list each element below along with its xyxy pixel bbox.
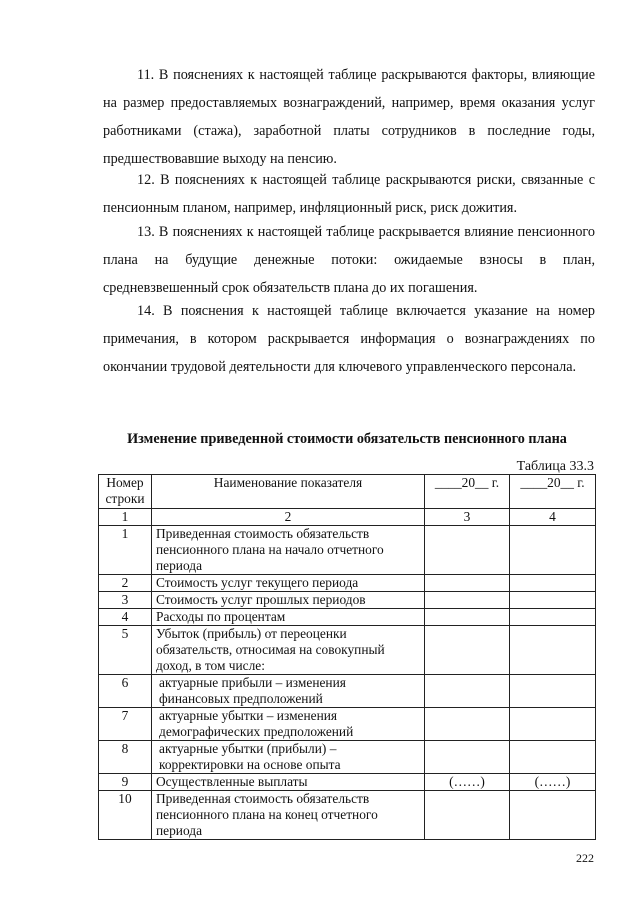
row-value-1: (……)	[425, 774, 510, 791]
row-name: актуарные убытки (прибыли) – корректировки на основе опыта	[152, 741, 425, 774]
header-year-2: ____20__ г.	[510, 475, 596, 509]
row-name: Приведенная стоимость обязательств пенсионного плана на конец отчетного периода	[152, 791, 425, 840]
table-row	[99, 774, 596, 791]
row-value-2	[510, 741, 596, 774]
table-row	[99, 791, 596, 840]
row-value-1	[425, 609, 510, 626]
column-number-row	[99, 509, 596, 526]
table-row	[99, 741, 596, 774]
row-name: Расходы по процентам	[152, 609, 425, 626]
table-row	[99, 626, 596, 675]
row-name: актуарные прибыли – изменения финансовых предположений	[152, 675, 425, 708]
row-number: 4	[99, 609, 152, 626]
row-value-2	[510, 526, 596, 575]
table-title: Изменение приведенной стоимости обязательств пенсионного плана	[127, 431, 567, 447]
paragraph-11: 11. В пояснениях к настоящей таблице раскрываются факторы, влияющие на размер предоставляемых вознаграждений, например, время оказания услуг работниками (стажа), заработной платы сотрудников в последние годы, предшествовавшие выходу на пенсию.	[103, 67, 595, 167]
row-value-2	[510, 791, 596, 840]
row-value-2: (……)	[510, 774, 596, 791]
table-header-row	[99, 475, 596, 509]
row-value-1	[425, 741, 510, 774]
row-name: Стоимость услуг текущего периода	[152, 575, 425, 592]
row-name: Приведенная стоимость обязательств пенсионного плана на начало отчетного периода	[152, 526, 425, 575]
header-row-number: Номер строки	[99, 475, 152, 509]
table-row	[99, 609, 596, 626]
row-name: Убыток (прибыль) от переоценки обязательств, относимая на совокупный доход, в том числе:	[152, 626, 425, 675]
row-name: Стоимость услуг прошлых периодов	[152, 592, 425, 609]
row-value-2	[510, 708, 596, 741]
row-number: 1	[99, 526, 152, 575]
paragraph-12: 12. В пояснениях к настоящей таблице раскрываются риски, связанные с пенсионным планом, например, инфляционный риск, риск дожития.	[103, 172, 595, 216]
col-number: 4	[510, 509, 596, 526]
pension-obligations-table	[98, 474, 596, 840]
row-value-2	[510, 626, 596, 675]
table-row	[99, 708, 596, 741]
row-number: 8	[99, 741, 152, 774]
row-number: 10	[99, 791, 152, 840]
page-number: 222	[576, 851, 594, 865]
row-name: Осуществленные выплаты	[152, 774, 425, 791]
row-value-1	[425, 708, 510, 741]
row-value-1	[425, 526, 510, 575]
table-row	[99, 592, 596, 609]
header-year-1: ____20__ г.	[425, 475, 510, 509]
row-value-1	[425, 675, 510, 708]
row-value-2	[510, 675, 596, 708]
row-value-2	[510, 575, 596, 592]
row-value-1	[425, 575, 510, 592]
row-number: 9	[99, 774, 152, 791]
col-number: 2	[152, 509, 425, 526]
row-number: 5	[99, 626, 152, 675]
row-value-1	[425, 626, 510, 675]
paragraph-14: 14. В пояснения к настоящей таблице включается указание на номер примечания, в котором раскрывается информация о вознаграждениях по окончании трудовой деятельности для ключевого управленческого персонала.	[103, 303, 595, 375]
row-value-2	[510, 592, 596, 609]
row-name: актуарные убытки – изменения демографических предположений	[152, 708, 425, 741]
table-row	[99, 675, 596, 708]
row-value-1	[425, 592, 510, 609]
header-indicator-name: Наименование показателя	[152, 475, 425, 509]
row-number: 6	[99, 675, 152, 708]
table-row	[99, 526, 596, 575]
col-number: 3	[425, 509, 510, 526]
row-number: 3	[99, 592, 152, 609]
table-row	[99, 575, 596, 592]
row-number: 2	[99, 575, 152, 592]
col-number: 1	[99, 509, 152, 526]
row-number: 7	[99, 708, 152, 741]
row-value-1	[425, 791, 510, 840]
table-label: Таблица 33.3	[516, 459, 594, 474]
paragraph-13: 13. В пояснениях к настоящей таблице раскрывается влияние пенсионного плана на будущие денежные потоки: ожидаемые взносы в план, средневзвешенный срок обязательств плана до их погашения.	[103, 224, 595, 296]
row-value-2	[510, 609, 596, 626]
